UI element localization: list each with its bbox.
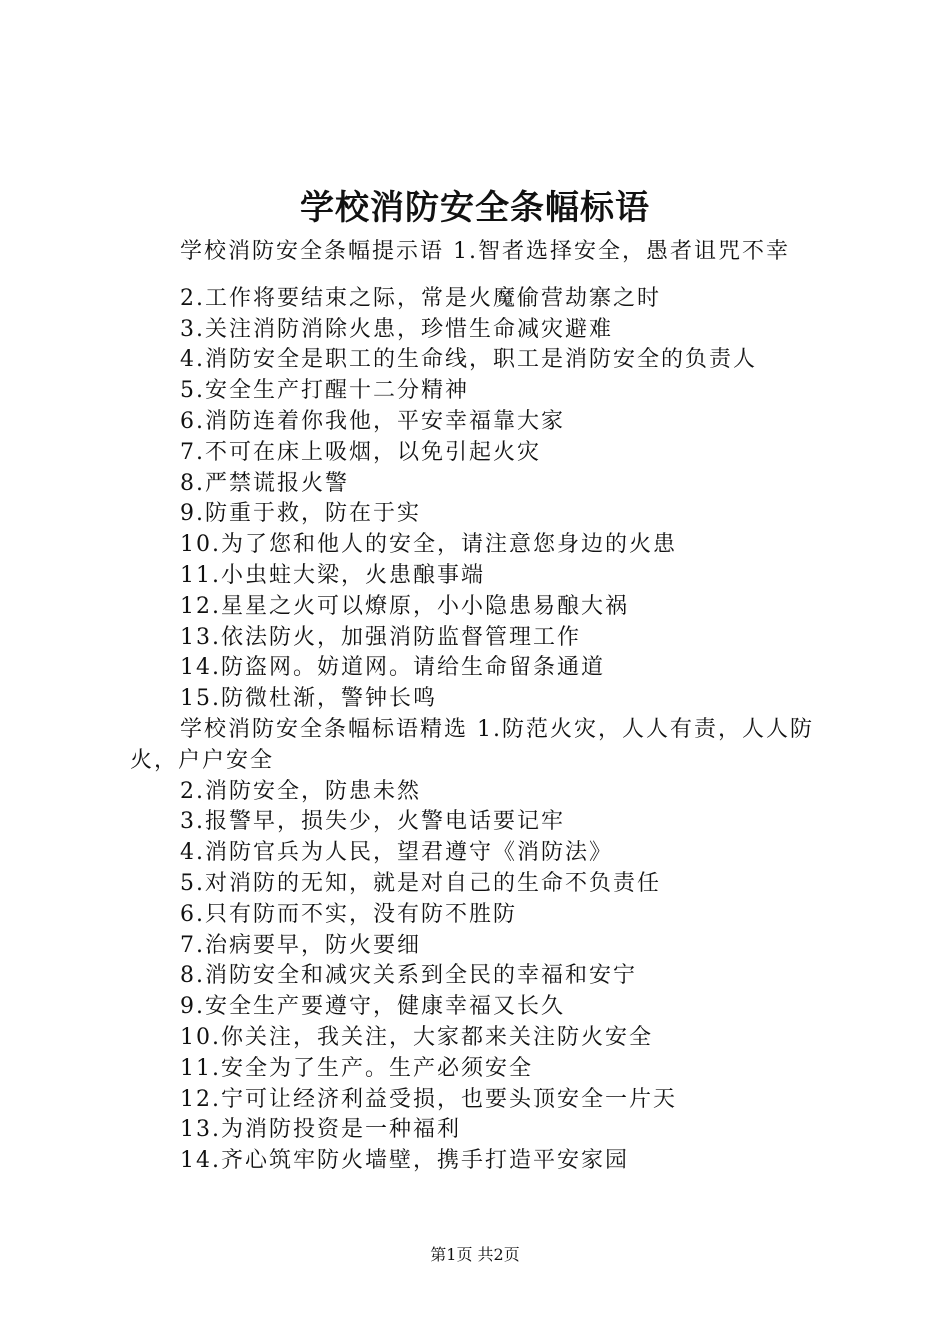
list-item: 15.防微杜渐，警钟长鸣 bbox=[180, 686, 437, 712]
page-title: 学校消防安全条幅标语 bbox=[300, 188, 650, 228]
list-item: 8.严禁谎报火警 bbox=[180, 470, 349, 496]
list-item: 14.齐心筑牢防火墙壁，携手打造平安家园 bbox=[180, 1148, 629, 1174]
list-item: 5.安全生产打醒十二分精神 bbox=[180, 378, 469, 404]
paragraph-gap bbox=[130, 268, 830, 284]
list-item: 10.为了您和他人的安全，请注意您身边的火患 bbox=[180, 532, 677, 558]
page-footer: 第1页 共2页 bbox=[430, 1245, 520, 1264]
list-item: 3.报警早，损失少，火警电话要记牢 bbox=[180, 809, 565, 835]
list-item: 6.消防连着你我他，平安幸福靠大家 bbox=[180, 408, 565, 434]
list-item: 12.星星之火可以燎原，小小隐患易酿大祸 bbox=[180, 593, 629, 619]
list-item: 7.不可在床上吸烟，以免引起火灾 bbox=[180, 439, 541, 465]
list-item: 12.宁可让经济利益受损，也要头顶安全一片天 bbox=[180, 1086, 677, 1112]
list-item: 14.防盗网。妨道网。请给生命留条通道 bbox=[180, 655, 605, 681]
list-item: 3.关注消防消除火患，珍惜生命减灾避难 bbox=[180, 316, 613, 342]
list-item: 4.消防官兵为人民，望君遵守《消防法》 bbox=[180, 840, 613, 866]
list-item: 11.小虫蛀大梁，火患酿事端 bbox=[180, 562, 485, 588]
list-item: 9.防重于救，防在于实 bbox=[180, 501, 421, 527]
list-item: 5.对消防的无知，就是对自己的生命不负责任 bbox=[180, 870, 661, 896]
section2-intro: 学校消防安全条幅标语精选 1.防范火灾，人人有责，人人防火，户户安全 bbox=[130, 716, 814, 773]
list-item: 6.只有防而不实，没有防不胜防 bbox=[180, 901, 517, 927]
list-item: 7.治病要早，防火要细 bbox=[180, 932, 421, 958]
document-body bbox=[130, 237, 830, 1177]
list-item: 13.为消防投资是一种福利 bbox=[180, 1117, 461, 1143]
list-item: 10.你关注，我关注，大家都来关注防火安全 bbox=[180, 1024, 653, 1050]
list-item: 13.依法防火，加强消防监督管理工作 bbox=[180, 624, 581, 650]
list-item: 4.消防安全是职工的生命线，职工是消防安全的负责人 bbox=[180, 347, 757, 373]
list-item: 9.安全生产要遵守，健康幸福又长久 bbox=[180, 994, 565, 1020]
list-item: 11.安全为了生产。生产必须安全 bbox=[180, 1055, 533, 1081]
list-item: 2.消防安全，防患未然 bbox=[180, 778, 421, 804]
section1-intro: 学校消防安全条幅提示语 1.智者选择安全，愚者诅咒不幸 bbox=[180, 239, 790, 264]
list-item: 2.工作将要结束之际，常是火魔偷营劫寨之时 bbox=[180, 285, 661, 311]
list-item: 8.消防安全和减灾关系到全民的幸福和安宁 bbox=[180, 963, 637, 989]
